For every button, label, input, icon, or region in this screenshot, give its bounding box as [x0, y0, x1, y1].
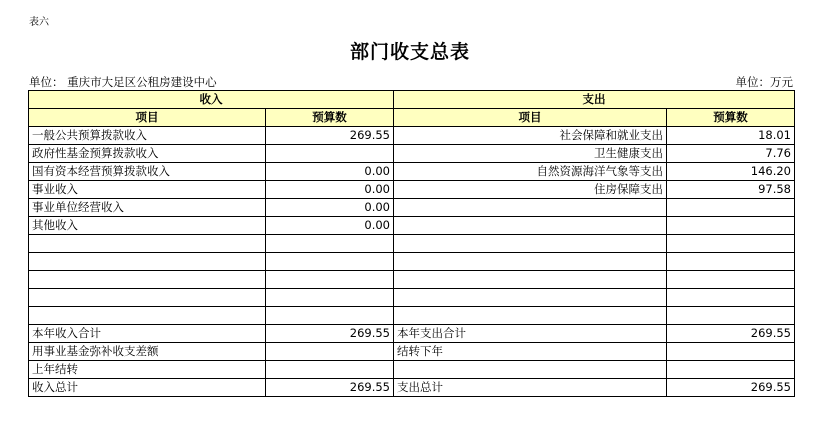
expense-value — [667, 343, 795, 361]
expense-item — [394, 199, 667, 217]
income-value — [266, 343, 394, 361]
expense-value — [667, 217, 795, 235]
expense-value: 146.20 — [667, 163, 795, 181]
empty-cell — [394, 289, 667, 307]
empty-cell — [29, 307, 266, 325]
table-row — [29, 163, 795, 181]
income-item: 政府性基金预算拨款收入 — [29, 145, 266, 163]
income-item: 上年结转 — [29, 361, 266, 379]
income-value: 269.55 — [266, 325, 394, 343]
table-row — [29, 127, 795, 145]
table-row — [29, 145, 795, 163]
empty-row — [29, 253, 795, 271]
budget-table — [28, 90, 795, 397]
empty-cell — [667, 307, 795, 325]
income-value — [266, 145, 394, 163]
table-number-label: 表六 — [29, 17, 49, 28]
group-header-row — [29, 91, 795, 109]
empty-cell — [266, 307, 394, 325]
summary-row — [29, 343, 795, 361]
unit-organization: 单位： 重庆市大足区公租房建设中心 — [29, 75, 217, 89]
income-value: 0.00 — [266, 199, 394, 217]
empty-cell — [266, 289, 394, 307]
unit-currency: 单位：万元 — [735, 75, 793, 89]
income-item: 本年收入合计 — [29, 325, 266, 343]
income-item: 一般公共预算拨款收入 — [29, 127, 266, 145]
empty-cell — [266, 235, 394, 253]
empty-cell — [394, 235, 667, 253]
summary-row — [29, 379, 795, 397]
empty-cell — [29, 235, 266, 253]
expense-budget-header: 预算数 — [667, 109, 795, 127]
empty-cell — [667, 271, 795, 289]
expense-item-header: 项目 — [394, 109, 667, 127]
table-row — [29, 217, 795, 235]
empty-row — [29, 271, 795, 289]
empty-cell — [29, 271, 266, 289]
empty-cell — [667, 253, 795, 271]
expense-item — [394, 217, 667, 235]
summary-row — [29, 361, 795, 379]
income-item: 事业收入 — [29, 181, 266, 199]
summary-row — [29, 325, 795, 343]
empty-cell — [266, 271, 394, 289]
income-value: 269.55 — [266, 379, 394, 397]
empty-cell — [394, 253, 667, 271]
empty-row — [29, 235, 795, 253]
expense-value — [667, 361, 795, 379]
expense-item: 支出总计 — [394, 379, 667, 397]
expense-value: 18.01 — [667, 127, 795, 145]
empty-cell — [394, 271, 667, 289]
income-value — [266, 361, 394, 379]
expense-group-header: 支出 — [394, 91, 795, 109]
income-item: 收入总计 — [29, 379, 266, 397]
expense-value: 269.55 — [667, 379, 795, 397]
expense-item: 住房保障支出 — [394, 181, 667, 199]
income-item-header: 项目 — [29, 109, 266, 127]
income-item: 国有资本经营预算拨款收入 — [29, 163, 266, 181]
expense-value: 269.55 — [667, 325, 795, 343]
income-value: 0.00 — [266, 181, 394, 199]
expense-value: 7.76 — [667, 145, 795, 163]
income-item: 用事业基金弥补收支差额 — [29, 343, 266, 361]
expense-item: 本年支出合计 — [394, 325, 667, 343]
table-row — [29, 199, 795, 217]
expense-item: 卫生健康支出 — [394, 145, 667, 163]
empty-cell — [29, 289, 266, 307]
page-title: 部门收支总表 — [349, 41, 470, 63]
income-item: 其他收入 — [29, 217, 266, 235]
expense-item: 结转下年 — [394, 343, 667, 361]
expense-value: 97.58 — [667, 181, 795, 199]
column-header-row — [29, 109, 795, 127]
income-group-header: 收入 — [29, 91, 394, 109]
empty-cell — [667, 289, 795, 307]
expense-item: 社会保障和就业支出 — [394, 127, 667, 145]
income-value: 0.00 — [266, 217, 394, 235]
table-row — [29, 181, 795, 199]
expense-value — [667, 199, 795, 217]
empty-row — [29, 307, 795, 325]
empty-cell — [667, 235, 795, 253]
empty-cell — [266, 253, 394, 271]
empty-cell — [29, 253, 266, 271]
expense-item — [394, 361, 667, 379]
empty-cell — [394, 307, 667, 325]
income-item: 事业单位经营收入 — [29, 199, 266, 217]
empty-row — [29, 289, 795, 307]
expense-item: 自然资源海洋气象等支出 — [394, 163, 667, 181]
income-value: 269.55 — [266, 127, 394, 145]
income-value: 0.00 — [266, 163, 394, 181]
income-budget-header: 预算数 — [266, 109, 394, 127]
